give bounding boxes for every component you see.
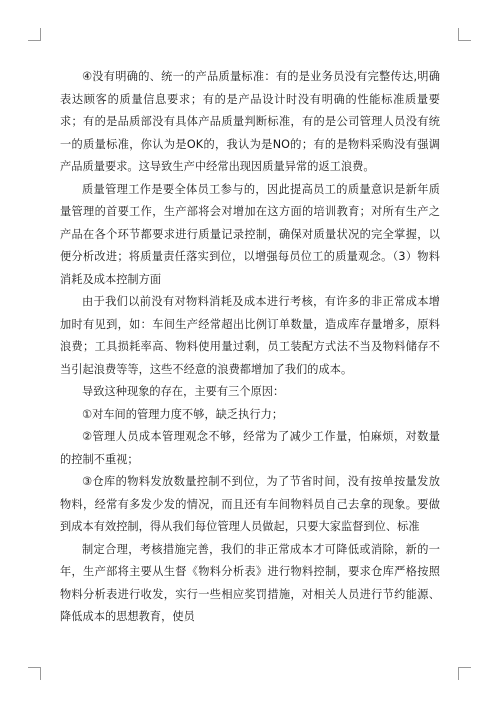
crop-mark-top-left <box>28 28 41 41</box>
crop-mark-top-right <box>458 28 471 41</box>
crop-mark-bottom-right <box>458 667 471 680</box>
crop-mark-bottom-left <box>28 667 41 680</box>
paragraph-quality-standards: ④没有明确的、统一的产品质量标准：有的是业务员没有完整传达,明确表达顾客的质量信息要求；有的是产品设计时没有明确的性能标准质量要求；有的是品质部没有具体产品质量判断标准，有的是公司管理人员没有统一的质量标准，你认为是OK的，我认为是NO的；有的是物料采购没有强调产品质量要求。这导致生产中经常出现因质量异常的返工浪费。 <box>60 70 440 173</box>
paragraph-cause-3: ③仓库的物料发放数量控制不到位，为了节省时间，没有按单按量发放物料，经常有多发少发的情况，而且还有车间物料员自己去拿的现象。要做到成本有效控制，得从我们每位管理人员做起，只要大家监督到位、标准 <box>60 475 440 533</box>
paragraph-causes-intro: 导致这种现象的存在，主要有三个原因： <box>82 385 285 398</box>
paragraph-material-cost: 由于我们以前没有对物料消耗及成本进行考核，有许多的非正常成本增加时有见到，如：车间生产经常超出比例订单数量，造成库存量增多，原料浪费；工具损耗率高、物料使用量过剩，员工装配方式法不当及物料储存不当引起浪费等等，这些不经意的浪费都增加了我们的成本。 <box>60 295 440 376</box>
document-body <box>60 66 440 629</box>
paragraph-cause-1: ①对车间的管理力度不够，缺乏执行力； <box>82 407 284 421</box>
paragraph-cause-2: ②管理人员成本管理观念不够，经常为了减少工作量，怕麻烦，对数量的控制不重视； <box>60 430 440 466</box>
paragraph-quality-management: 质量管理工作是要全体员工参与的，因此提高员工的质量意识是新年质量管理的首要工作，生产部将会对增加在这方面的培训教育；对所有生产之产品在各个环节都要求进行质量记录控制，确保对质量状况的完全掌握，以便分析改进；将质量责任落实到位，以增强每员位工的质量观念。（3）物料消耗及成本控制方面 <box>60 182 440 286</box>
paragraph-measures: 制定合理，考核措施完善，我们的非正常成本才可降低或消除，新的一年，生产部将主要从生督《物料分析表》进行物料控制，要求仓库严格按照物料分析表进行收发，实行一些相应奖罚措施，对相关人员进行节约能源、降低成本的思想教育，使员 <box>60 542 440 623</box>
